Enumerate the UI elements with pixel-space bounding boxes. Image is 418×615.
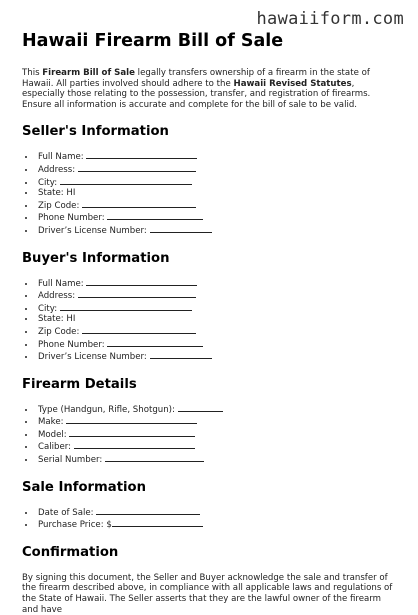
document-page bbox=[22, 30, 398, 615]
buyer-heading: Buyer's Information bbox=[22, 250, 170, 266]
seller-drivers-license-field[interactable]: • Driver’s License Number: bbox=[36, 224, 398, 237]
document-title: Hawaii Firearm Bill of Sale bbox=[22, 31, 284, 51]
buyer-drivers-license-field[interactable]: • Driver’s License Number: bbox=[36, 350, 398, 363]
firearm-heading: Firearm Details bbox=[22, 376, 137, 392]
seller-heading: Seller's Information bbox=[22, 124, 169, 140]
seller-city-field[interactable]: • City: bbox=[36, 176, 398, 189]
confirmation-heading: Confirmation bbox=[22, 544, 119, 560]
firearm-fields bbox=[22, 403, 398, 466]
sale-purchase-price-field[interactable]: • Purchase Price: $ bbox=[36, 518, 398, 531]
sale-date-field[interactable]: • Date of Sale: bbox=[36, 506, 398, 519]
firearm-make-field[interactable]: • Make: bbox=[36, 415, 398, 428]
sale-fields bbox=[22, 506, 398, 531]
seller-full-name-field[interactable]: • Full Name: bbox=[36, 150, 398, 163]
firearm-model-field[interactable]: • Model: bbox=[36, 428, 398, 441]
seller-state-field: • State: HI bbox=[36, 188, 398, 199]
buyer-address-field[interactable]: • Address: bbox=[36, 289, 398, 302]
buyer-fields bbox=[22, 277, 398, 363]
firearm-serial-number-field[interactable]: • Serial Number: bbox=[36, 453, 398, 466]
buyer-zip-code-field[interactable]: • Zip Code: bbox=[36, 325, 398, 338]
firearm-type-field[interactable]: • Type (Handgun, Rifle, Shotgun): bbox=[36, 403, 398, 416]
buyer-full-name-field[interactable]: • Full Name: bbox=[36, 277, 398, 290]
intro-paragraph: This Firearm Bill of Sale legally transfers ownership of a firearm in the state of Hawaii. All parties involved should adhere to the Hawaii Revised Statutes, especially those relating to the possession, transfer, and registration of firearms. Ensure all information is accurate and complete for the bill of sale to be valid. bbox=[22, 68, 371, 110]
buyer-state-field: • State: HI bbox=[36, 314, 398, 325]
sale-heading: Sale Information bbox=[22, 479, 146, 495]
confirmation-paragraph: By signing this document, the Seller and Buyer acknowledge the sale and transfer of the firearm described above, in compliance with all applicable laws and regulations of the State of Hawaii. The Seller asserts that they are the lawful owner of the firearm and have bbox=[22, 572, 393, 615]
seller-address-field[interactable]: • Address: bbox=[36, 163, 398, 176]
brand-watermark: hawaiiform.com bbox=[256, 9, 404, 29]
seller-phone-number-field[interactable]: • Phone Number: bbox=[36, 211, 398, 224]
buyer-phone-number-field[interactable]: • Phone Number: bbox=[36, 338, 398, 351]
firearm-caliber-field[interactable]: • Caliber: bbox=[36, 440, 398, 453]
buyer-city-field[interactable]: • City: bbox=[36, 302, 398, 315]
seller-fields bbox=[22, 150, 398, 236]
seller-zip-code-field[interactable]: • Zip Code: bbox=[36, 199, 398, 212]
